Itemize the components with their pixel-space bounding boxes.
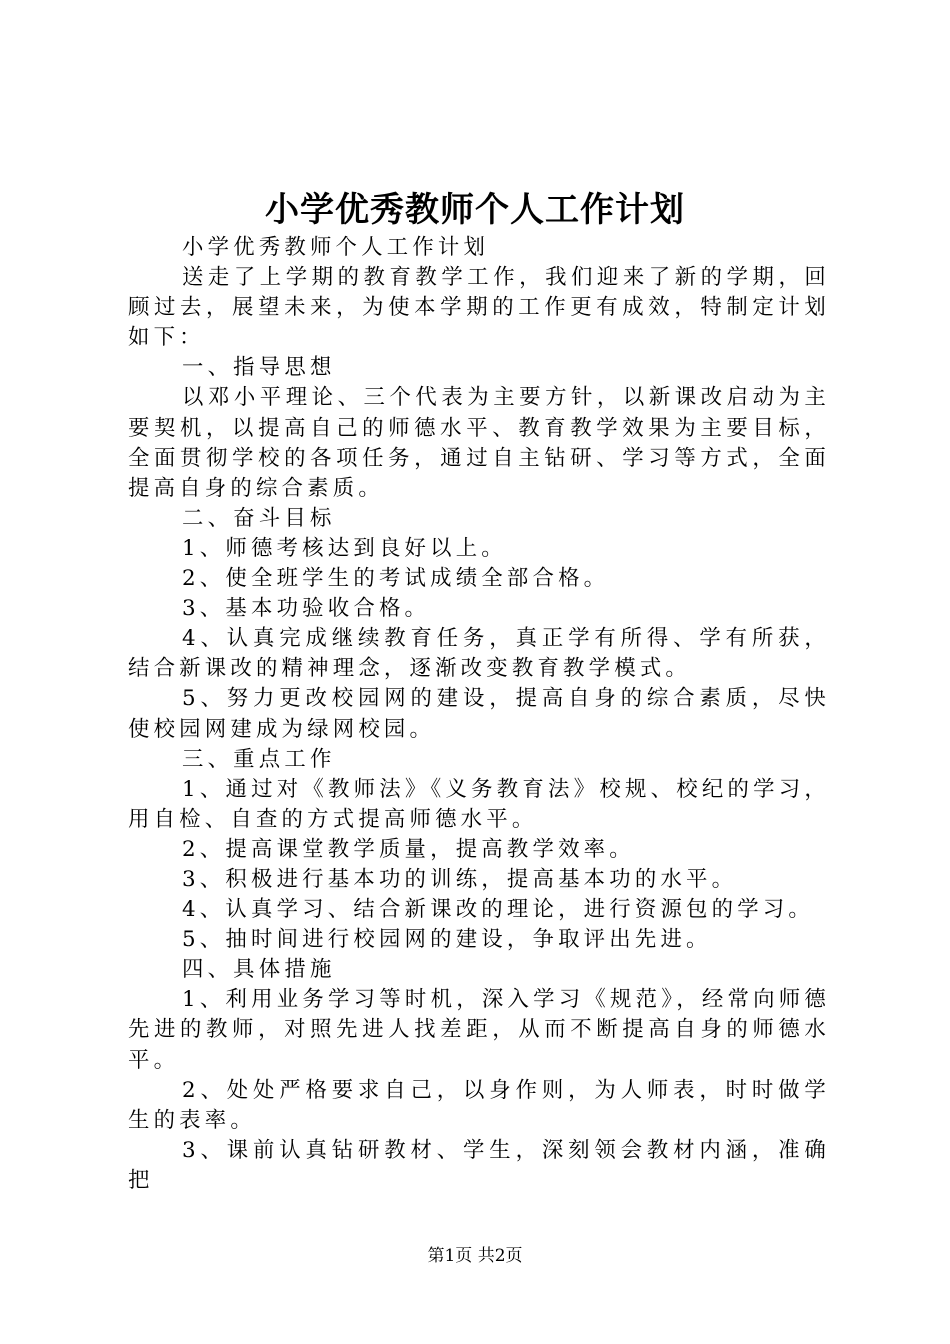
list-item-key-work-1: 1、通过对《教师法》《义务教育法》校规、校纪的学习，用自检、自查的方式提高师德水平。 bbox=[128, 776, 830, 832]
list-item-measure-2: 2、处处严格要求自己，以身作则，为人师表，时时做学生的表率。 bbox=[128, 1077, 830, 1133]
paragraph-subtitle: 小学优秀教师个人工作计划 bbox=[182, 235, 490, 260]
list-item-goal-3: 3、基本功验收合格。 bbox=[182, 596, 431, 622]
section-heading-measures: 四、具体措施 bbox=[182, 957, 336, 983]
page-footer: 第1页 共2页 bbox=[427, 1246, 523, 1266]
document-title: 小学优秀教师个人工作计划 bbox=[265, 190, 685, 230]
list-item-goal-1: 1、师德考核达到良好以上。 bbox=[182, 535, 507, 561]
section-heading-key-work: 三、重点工作 bbox=[182, 746, 336, 772]
list-item-goal-5: 5、努力更改校园网的建设，提高自身的综合素质，尽快使校园网建成为绿网校园。 bbox=[128, 686, 830, 742]
list-item-key-work-5: 5、抽时间进行校园网的建设，争取评出先进。 bbox=[182, 927, 712, 953]
list-item-goal-4: 4、认真完成继续教育任务，真正学有所得、学有所获，结合新课改的精神理念，逐渐改变教育教学模式。 bbox=[128, 626, 830, 682]
section-heading-goals: 二、奋斗目标 bbox=[182, 505, 336, 531]
section-heading-guiding-thought: 一、指导思想 bbox=[182, 355, 336, 381]
list-item-key-work-2: 2、提高课堂教学质量，提高教学效率。 bbox=[182, 836, 635, 862]
paragraph-intro: 送走了上学期的教育教学工作，我们迎来了新的学期，回顾过去，展望未来，为使本学期的工作更有成效，特制定计划如下： bbox=[128, 265, 830, 351]
list-item-measure-1: 1、利用业务学习等时机，深入学习《规范》，经常向师德先进的教师，对照先进人找差距，从而不断提高自身的师德水平。 bbox=[128, 987, 830, 1073]
document-body bbox=[128, 233, 830, 1196]
list-item-measure-3: 3、课前认真钻研教材、学生，深刻领会教材内涵，准确把 bbox=[128, 1137, 830, 1193]
list-item-key-work-3: 3、积极进行基本功的训练，提高基本功的水平。 bbox=[182, 866, 738, 892]
list-item-goal-2: 2、使全班学生的考试成绩全部合格。 bbox=[182, 566, 610, 592]
list-item-key-work-4: 4、认真学习、结合新课改的理论，进行资源包的学习。 bbox=[182, 897, 814, 923]
paragraph-guiding-thought: 以邓小平理论、三个代表为主要方针，以新课改启动为主要契机，以提高自己的师德水平、教育教学效果为主要目标，全面贯彻学校的各项任务，通过自主钻研、学习等方式，全面提高自身的综合素质。 bbox=[128, 385, 830, 501]
